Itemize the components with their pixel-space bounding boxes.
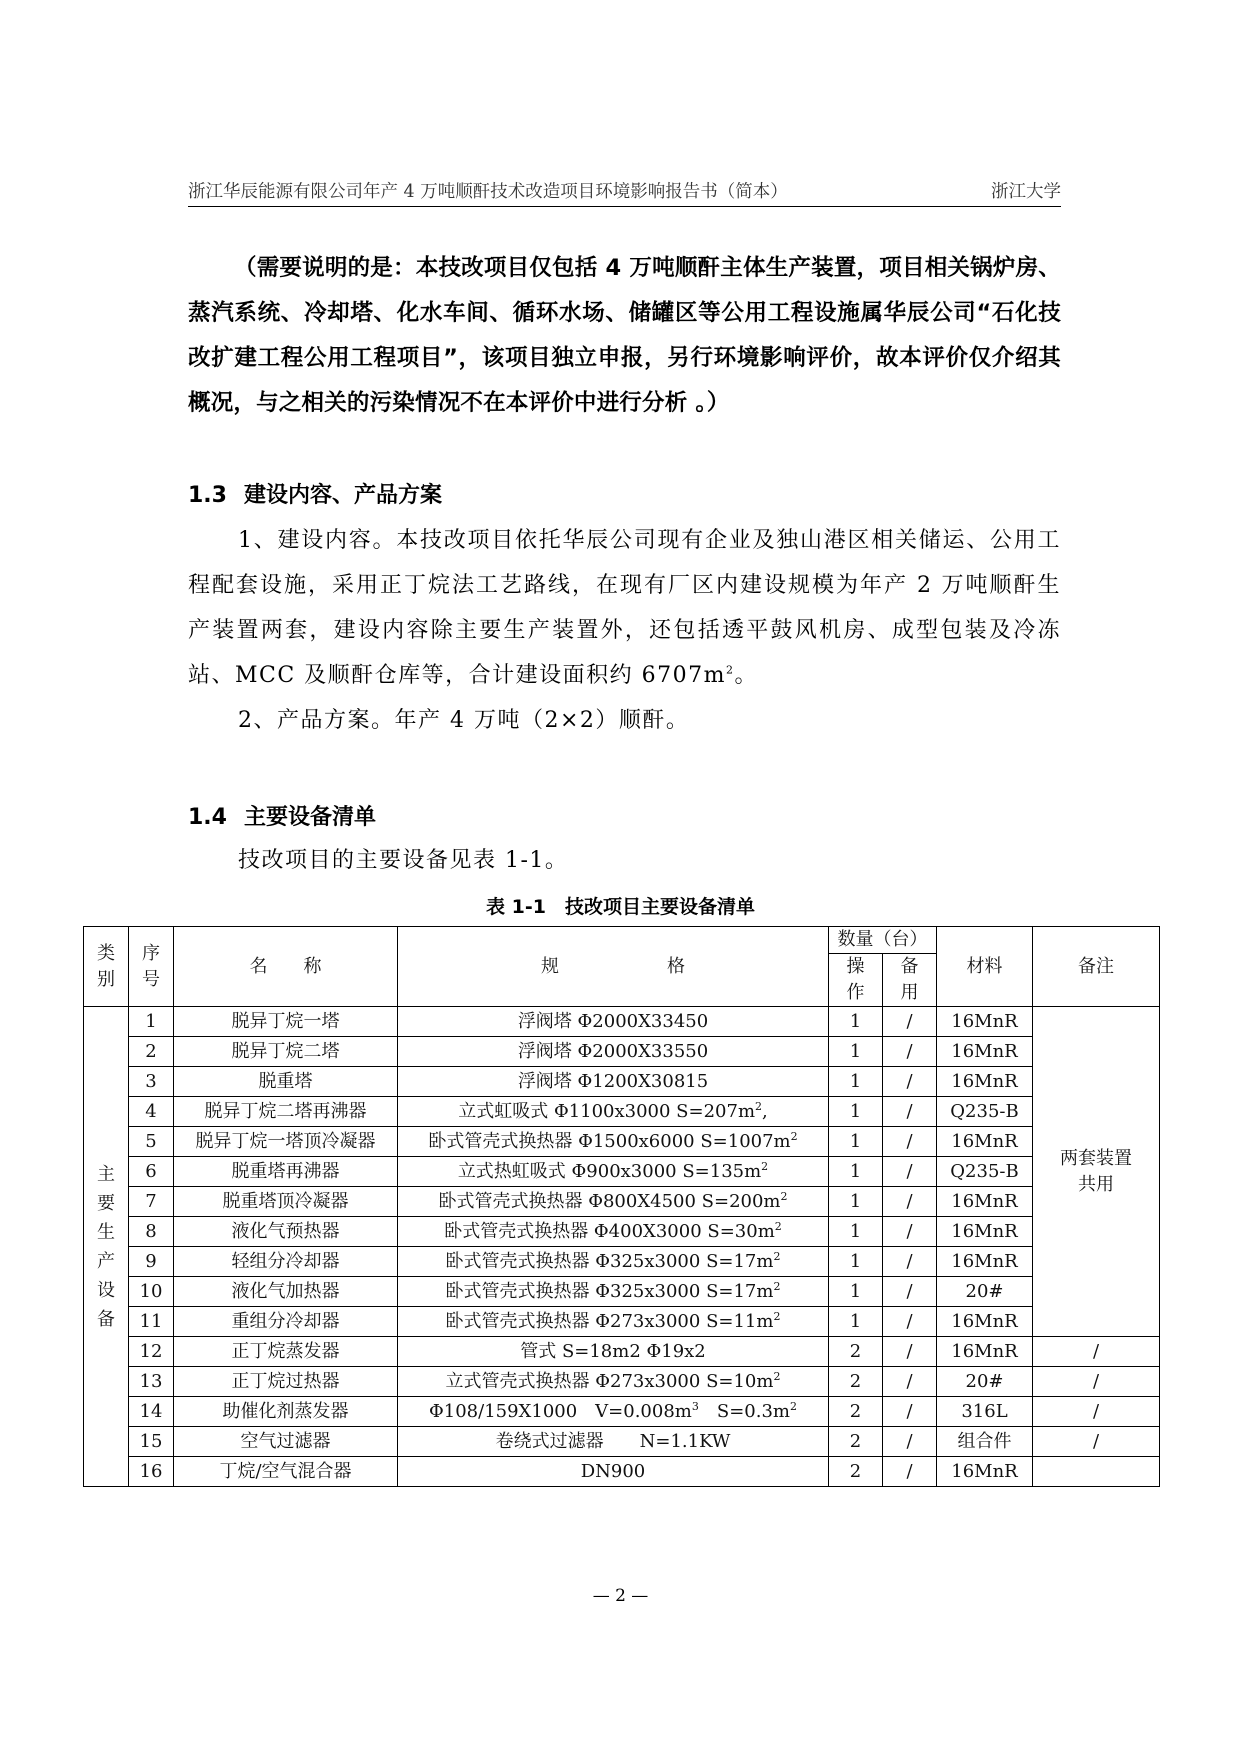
table-row	[84, 1367, 1160, 1397]
header-name: 名 称	[174, 927, 398, 1007]
qty-operating-cell: 2	[829, 1337, 883, 1367]
table-row	[84, 1007, 1160, 1037]
remark-cell: /	[1033, 1367, 1160, 1397]
seq-cell: 9	[129, 1247, 174, 1277]
header-material: 材料	[937, 927, 1033, 1007]
superscript: 2	[780, 1190, 788, 1203]
spec-cell	[398, 1307, 829, 1337]
spec-text: 卧式管壳式换热器 Φ1500x6000 S=1007m	[428, 1131, 791, 1152]
material-cell: 16MnR	[937, 1337, 1033, 1367]
header-title: 浙江华辰能源有限公司年产 4 万吨顺酐技术改造项目环境影响报告书（简本）	[188, 182, 788, 202]
superscript: 2	[761, 1160, 769, 1173]
equipment-table	[83, 926, 1160, 1487]
name-cell: 脱异丁烷一塔	[174, 1007, 398, 1037]
spec-cell	[398, 1007, 829, 1037]
table-body	[84, 1007, 1160, 1487]
seq-cell: 12	[129, 1337, 174, 1367]
qty-spare-cell: /	[883, 1307, 937, 1337]
qty-operating-cell: 1	[829, 1037, 883, 1067]
header-qty-operating: 操 作	[829, 954, 883, 1007]
table-row	[84, 1187, 1160, 1217]
table-row	[84, 1307, 1160, 1337]
seq-cell: 10	[129, 1277, 174, 1307]
spec-tail: ,	[762, 1101, 768, 1122]
qty-spare-cell: /	[883, 1247, 937, 1277]
name-cell: 丁烷/空气混合器	[174, 1457, 398, 1487]
qty-spare-cell: /	[883, 1037, 937, 1067]
construction-content-text: 1、建设内容。本技改项目依托华辰公司现有企业及独山港区相关储运、公用工程配套设施，采用正丁烷法工艺路线，在现有厂区内建设规模为年产 2 万吨顺酐生产装置两套，建设内容除主要生产装置外，还包括透平鼓风机房、成型包装及冷冻站、MCC 及顺酐仓库等，合计建设面积约 6707m	[188, 528, 1061, 688]
superscript: 2	[773, 1310, 781, 1323]
spec-cell	[398, 1067, 829, 1097]
table-row	[84, 1427, 1160, 1457]
remark-cell: /	[1033, 1337, 1160, 1367]
material-cell: Q235-B	[937, 1097, 1033, 1127]
superscript: 2	[726, 663, 735, 677]
spec-text: 立式虹吸式 Φ1100x3000 S=207m	[458, 1101, 756, 1122]
name-cell: 脱异丁烷二塔	[174, 1037, 398, 1067]
seq-cell: 16	[129, 1457, 174, 1487]
seq-cell: 1	[129, 1007, 174, 1037]
material-cell: 16MnR	[937, 1037, 1033, 1067]
name-cell: 正丁烷过热器	[174, 1367, 398, 1397]
material-cell: 16MnR	[937, 1007, 1033, 1037]
name-cell: 液化气加热器	[174, 1277, 398, 1307]
superscript: 3	[691, 1400, 699, 1413]
superscript: 2	[773, 1370, 781, 1383]
table-row	[84, 1247, 1160, 1277]
material-cell: 16MnR	[937, 1307, 1033, 1337]
seq-cell: 5	[129, 1127, 174, 1157]
qty-spare-cell: /	[883, 1067, 937, 1097]
qty-operating-cell: 1	[829, 1127, 883, 1157]
header-org: 浙江大学	[991, 182, 1061, 202]
spec-text: 卧式管壳式换热器 Φ325x3000 S=17m	[445, 1251, 774, 1272]
seq-cell: 4	[129, 1097, 174, 1127]
table-row	[84, 1277, 1160, 1307]
seq-cell: 14	[129, 1397, 174, 1427]
seq-cell: 2	[129, 1037, 174, 1067]
material-cell: 16MnR	[937, 1217, 1033, 1247]
qty-operating-cell: 1	[829, 1247, 883, 1277]
seq-cell: 6	[129, 1157, 174, 1187]
explanatory-note	[188, 246, 1061, 426]
remark-cell: /	[1033, 1427, 1160, 1457]
name-cell: 正丁烷蒸发器	[174, 1337, 398, 1367]
note-text: （需要说明的是：本技改项目仅包括 4 万吨顺酐主体生产装置，项目相关锅炉房、蒸汽系统、冷却塔、化水车间、循环水场、储罐区等公用工程设施属华辰公司“石化技改扩建工程公用工程项目”，该项目独立申报，另行环境影响评价，故本评价仅介绍其概况，与之相关的污染情况不在本评价中进行分析 。）	[188, 255, 1061, 416]
spec-text: 卧式管壳式换热器 Φ400X3000 S=30m	[444, 1221, 775, 1242]
table-row	[84, 1397, 1160, 1427]
qty-spare-cell: /	[883, 1217, 937, 1247]
material-cell: 16MnR	[937, 1457, 1033, 1487]
category-cell: 主 要 生 产 设 备	[84, 1007, 129, 1487]
spec-cell	[398, 1277, 829, 1307]
table-row	[84, 1457, 1160, 1487]
header-category: 类 别	[84, 927, 129, 1007]
spec-text: 浮阀塔 Φ1200X30815	[517, 1071, 709, 1092]
qty-spare-cell: /	[883, 1277, 937, 1307]
name-cell: 脱异丁烷一塔顶冷凝器	[174, 1127, 398, 1157]
name-cell: 重组分冷却器	[174, 1307, 398, 1337]
spec-text: 立式管壳式换热器 Φ273x3000 S=10m	[445, 1371, 774, 1392]
superscript: 2	[790, 1130, 798, 1143]
spec-text: DN900	[580, 1461, 646, 1482]
qty-operating-cell: 2	[829, 1397, 883, 1427]
superscript: 2	[774, 1220, 782, 1233]
header-seq: 序 号	[129, 927, 174, 1007]
name-cell: 液化气预热器	[174, 1217, 398, 1247]
material-cell: 16MnR	[937, 1247, 1033, 1277]
spec-tail: S=0.3m	[698, 1401, 790, 1422]
spec-cell	[398, 1217, 829, 1247]
qty-spare-cell: /	[883, 1097, 937, 1127]
material-cell: 20#	[937, 1277, 1033, 1307]
seq-cell: 8	[129, 1217, 174, 1247]
superscript: 2	[773, 1280, 781, 1293]
qty-operating-cell: 1	[829, 1307, 883, 1337]
qty-operating-cell: 1	[829, 1007, 883, 1037]
qty-operating-cell: 1	[829, 1277, 883, 1307]
superscript: 2	[789, 1400, 797, 1413]
section-1-3-heading	[188, 478, 442, 509]
qty-operating-cell: 2	[829, 1367, 883, 1397]
qty-spare-cell: /	[883, 1397, 937, 1427]
table-row	[84, 1067, 1160, 1097]
qty-operating-cell: 1	[829, 1157, 883, 1187]
qty-operating-cell: 2	[829, 1457, 883, 1487]
qty-operating-cell: 1	[829, 1067, 883, 1097]
product-plan-paragraph: 2、产品方案。年产 4 万吨（2×2）顺酐。	[238, 708, 690, 733]
qty-spare-cell: /	[883, 1427, 937, 1457]
seq-cell: 13	[129, 1367, 174, 1397]
qty-operating-cell: 1	[829, 1097, 883, 1127]
material-cell: 316L	[937, 1397, 1033, 1427]
qty-spare-cell: /	[883, 1007, 937, 1037]
seq-cell: 15	[129, 1427, 174, 1457]
spec-cell	[398, 1427, 829, 1457]
table-row	[84, 1217, 1160, 1247]
name-cell: 空气过滤器	[174, 1427, 398, 1457]
material-cell: Q235-B	[937, 1157, 1033, 1187]
spec-text: 管式 S=18m2 Φ19x2	[520, 1341, 706, 1362]
qty-operating-cell: 2	[829, 1427, 883, 1457]
table-header-row	[84, 927, 1160, 954]
name-cell: 脱异丁烷二塔再沸器	[174, 1097, 398, 1127]
section-title: 主要设备清单	[244, 805, 377, 830]
material-cell: 16MnR	[937, 1127, 1033, 1157]
paragraph-end: 。	[734, 663, 759, 688]
seq-cell: 7	[129, 1187, 174, 1217]
header-remark: 备注	[1033, 927, 1160, 1007]
page-number: — 2 —	[592, 1586, 649, 1606]
remark-cell: /	[1033, 1397, 1160, 1427]
material-cell: 16MnR	[937, 1187, 1033, 1217]
seq-cell: 3	[129, 1067, 174, 1097]
spec-cell	[398, 1367, 829, 1397]
spec-text: 浮阀塔 Φ2000X33550	[517, 1041, 709, 1062]
header-quantity: 数量（台）	[829, 927, 937, 954]
section-number: 1.4	[188, 805, 227, 830]
qty-spare-cell: /	[883, 1157, 937, 1187]
spec-text: 卧式管壳式换热器 Φ800X4500 S=200m	[438, 1191, 781, 1212]
section-1-3-body	[188, 518, 1061, 743]
name-cell: 轻组分冷却器	[174, 1247, 398, 1277]
spec-text: 立式热虹吸式 Φ900x3000 S=135m	[457, 1161, 762, 1182]
name-cell: 助催化剂蒸发器	[174, 1397, 398, 1427]
name-cell: 脱重塔顶冷凝器	[174, 1187, 398, 1217]
spec-cell	[398, 1247, 829, 1277]
spec-cell	[398, 1097, 829, 1127]
qty-spare-cell: /	[883, 1337, 937, 1367]
section-1-4-heading	[188, 800, 376, 831]
table-row	[84, 1337, 1160, 1367]
qty-operating-cell: 1	[829, 1217, 883, 1247]
spec-cell	[398, 1157, 829, 1187]
spec-cell	[398, 1457, 829, 1487]
superscript: 2	[755, 1100, 763, 1113]
spec-text: 卧式管壳式换热器 Φ325x3000 S=17m	[445, 1281, 774, 1302]
table-caption: 表 1-1 技改项目主要设备清单	[486, 896, 755, 918]
qty-spare-cell: /	[883, 1457, 937, 1487]
table-row	[84, 1127, 1160, 1157]
page-header	[188, 176, 1061, 207]
spec-text: 卧式管壳式换热器 Φ273x3000 S=11m	[445, 1311, 774, 1332]
equipment-intro-paragraph: 技改项目的主要设备见表 1-1。	[238, 848, 569, 873]
qty-spare-cell: /	[883, 1127, 937, 1157]
qty-spare-cell: /	[883, 1187, 937, 1217]
material-cell: 组合件	[937, 1427, 1033, 1457]
material-cell: 20#	[937, 1367, 1033, 1397]
name-cell: 脱重塔再沸器	[174, 1157, 398, 1187]
qty-spare-cell: /	[883, 1367, 937, 1397]
material-cell: 16MnR	[937, 1067, 1033, 1097]
table-row	[84, 1037, 1160, 1067]
spec-cell	[398, 1187, 829, 1217]
spec-cell	[398, 1337, 829, 1367]
qty-operating-cell: 1	[829, 1187, 883, 1217]
remark-cell	[1033, 1457, 1160, 1487]
name-cell: 脱重塔	[174, 1067, 398, 1097]
seq-cell: 11	[129, 1307, 174, 1337]
table-row	[84, 1097, 1160, 1127]
section-title: 建设内容、产品方案	[244, 483, 443, 508]
spec-cell	[398, 1037, 829, 1067]
spec-cell	[398, 1127, 829, 1157]
superscript: 2	[773, 1250, 781, 1263]
remark-cell-shared: 两套装置 共用	[1033, 1007, 1160, 1337]
spec-text: Φ108/159X1000 V=0.008m	[429, 1401, 692, 1422]
header-spec: 规 格	[398, 927, 829, 1007]
section-1-4-body	[188, 838, 1061, 883]
table-row	[84, 1157, 1160, 1187]
section-number: 1.3	[188, 483, 227, 508]
spec-text: 浮阀塔 Φ2000X33450	[517, 1011, 709, 1032]
spec-cell	[398, 1397, 829, 1427]
header-qty-spare: 备 用	[883, 954, 937, 1007]
spec-text: 卷绕式过滤器 N=1.1KW	[495, 1431, 731, 1452]
construction-content-paragraph	[188, 518, 1061, 698]
